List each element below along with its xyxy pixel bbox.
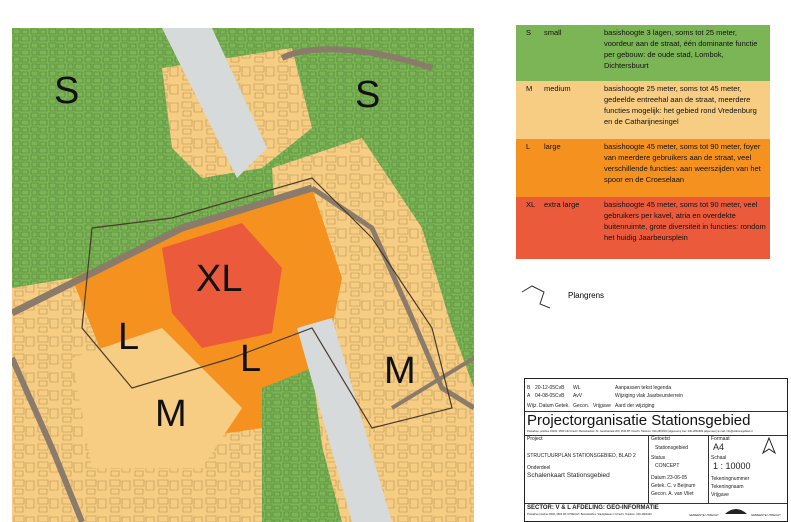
legend-desc: basishoogte 3 lagen, soms tot 25 meter, voordeur aan de straat, één dominante functie per gebouw: de oude stad, Lombok, Dichtersbuurt (604, 28, 758, 70)
rev-checked: WL (573, 385, 581, 391)
legend-name: medium (544, 84, 571, 93)
rev-header: Getek. (555, 403, 570, 409)
status-value: CONCEPT (655, 463, 680, 469)
tekeningnaam-label: Tekeningnaam (711, 484, 744, 490)
getoetst-value: Stationsgebied (655, 445, 689, 451)
zone-label-l-center: L (240, 338, 262, 380)
rev-header: Datum (539, 403, 554, 409)
vrijgave-label: Vrijgave (711, 492, 729, 498)
getoetst-label: Getoetst (651, 436, 670, 442)
gemeente-right: GEMEENTE UTRECHT (751, 513, 781, 517)
rev-desc: Aanpassen tekst legenda (615, 385, 672, 391)
rev-header: Gecon. (573, 403, 590, 409)
legend-name: large (544, 142, 561, 151)
zone-label-s-east: S (355, 74, 381, 116)
legend-row-large (516, 139, 770, 197)
legend-desc: basishoogte 25 meter, soms tot 45 meter, gedeelde entreehal aan de straat, meerdere functies mogelijk: het gebied rond Vredenburg en de Catharijnesingel (604, 84, 757, 126)
rev-checked: AvV (573, 393, 583, 399)
legend-code: L (526, 142, 531, 151)
rev-header: Wijz. (527, 403, 538, 409)
sector-sub: Postadres postbus 8406, 3503 RK UTRECHT. Bezoekadres: Stadsplateau 1 Utrecht. Telefoon: 030-2861920 (527, 513, 652, 516)
legend-name: extra large (544, 200, 580, 209)
title-block (524, 378, 788, 522)
onderdeel-value: Schalenkaart Stationsgebied (527, 472, 610, 479)
getek-value: Getek. C. v Beijnum (651, 483, 696, 489)
formaat-value: A4 (713, 442, 725, 452)
schaal-value: 1 : 10000 (713, 461, 751, 471)
rev-code: B (527, 385, 531, 391)
sector-label: SECTOR: V & L AFDELING: GEO-INFORMATIE (527, 505, 659, 511)
legend-table (516, 25, 770, 259)
legend-code: M (526, 84, 533, 93)
formaat-label: Formaat (711, 436, 730, 442)
legend-code: S (526, 28, 532, 37)
project-label: Project (527, 436, 543, 442)
gemeente-left: GEMEENTE UTRECHT (689, 513, 719, 517)
zone-label-l-west: L (118, 316, 140, 358)
rev-by: CvB (555, 385, 565, 391)
zone-label-s-west: S (54, 70, 80, 112)
zoning-map (12, 28, 474, 522)
project-value: STRUCTUURPLAN STATIONSGEBIED, BLAD 2 (527, 453, 636, 459)
tekeningnummer-label: Tekeningnummer (711, 476, 750, 482)
legend-desc: basishoogte 45 meter, soms tot 90 meter, foyer van meerdere gebruikers aan de straat, veel verschillende functies: aan weerszijden van het spoor en de Croeselaan (604, 142, 761, 184)
org-name: Projectorganisatie Stationsgebied (527, 412, 751, 429)
gemeente-crest-icon (723, 504, 749, 518)
zone-label-m-east: M (384, 350, 416, 392)
plangrens-symbol (518, 282, 562, 312)
legend-row-medium (516, 81, 770, 139)
north-arrow-icon (761, 437, 777, 457)
map-canvas (12, 28, 474, 522)
legend-name: small (544, 28, 562, 37)
rev-header: Vrijgave (593, 403, 611, 409)
rev-date: 04-08-05 (535, 393, 556, 399)
org-address: Postadres: postbus 16200, 3500 CE Utrecht. Bezoekadres: St. Jacobsstraat 200, 3511 BT Utrecht. Telefoon: 030-2861600 (algemeen) Fax: 030-2861699 (algemeen) E-mail: info@stationsgebied.nl (527, 430, 753, 433)
legend-desc: basishoogte 45 meter, soms tot 90 meter, veel gebruikers per kavel, atria en overdekte buitenruimte, grote diversiteit in functies: rondom het huidig Jaarbeursplein (604, 200, 766, 242)
schaal-label: Schaal (711, 455, 727, 461)
onderdeel-label: Onderdeel (527, 465, 551, 471)
rev-header: Aard der wijziging (615, 403, 655, 409)
gecon-value: Gecon. A. van Vliet (651, 491, 694, 497)
legend-code: XL (526, 200, 536, 209)
datum-value: Datum 23-06-05 (651, 475, 688, 481)
legend-row-xl (516, 197, 770, 259)
status-label: Status (651, 455, 666, 461)
zone-label-xl: XL (196, 258, 243, 300)
rev-code: A (527, 393, 531, 399)
rev-by: CvB (555, 393, 565, 399)
plangrens-label: Plangrens (568, 291, 605, 300)
zone-label-m-south: M (155, 393, 187, 435)
legend-row-small (516, 25, 770, 81)
rev-desc: Wijziging vlak Jaarbeursterrein (615, 393, 684, 399)
rev-date: 20-12-05 (535, 385, 556, 391)
